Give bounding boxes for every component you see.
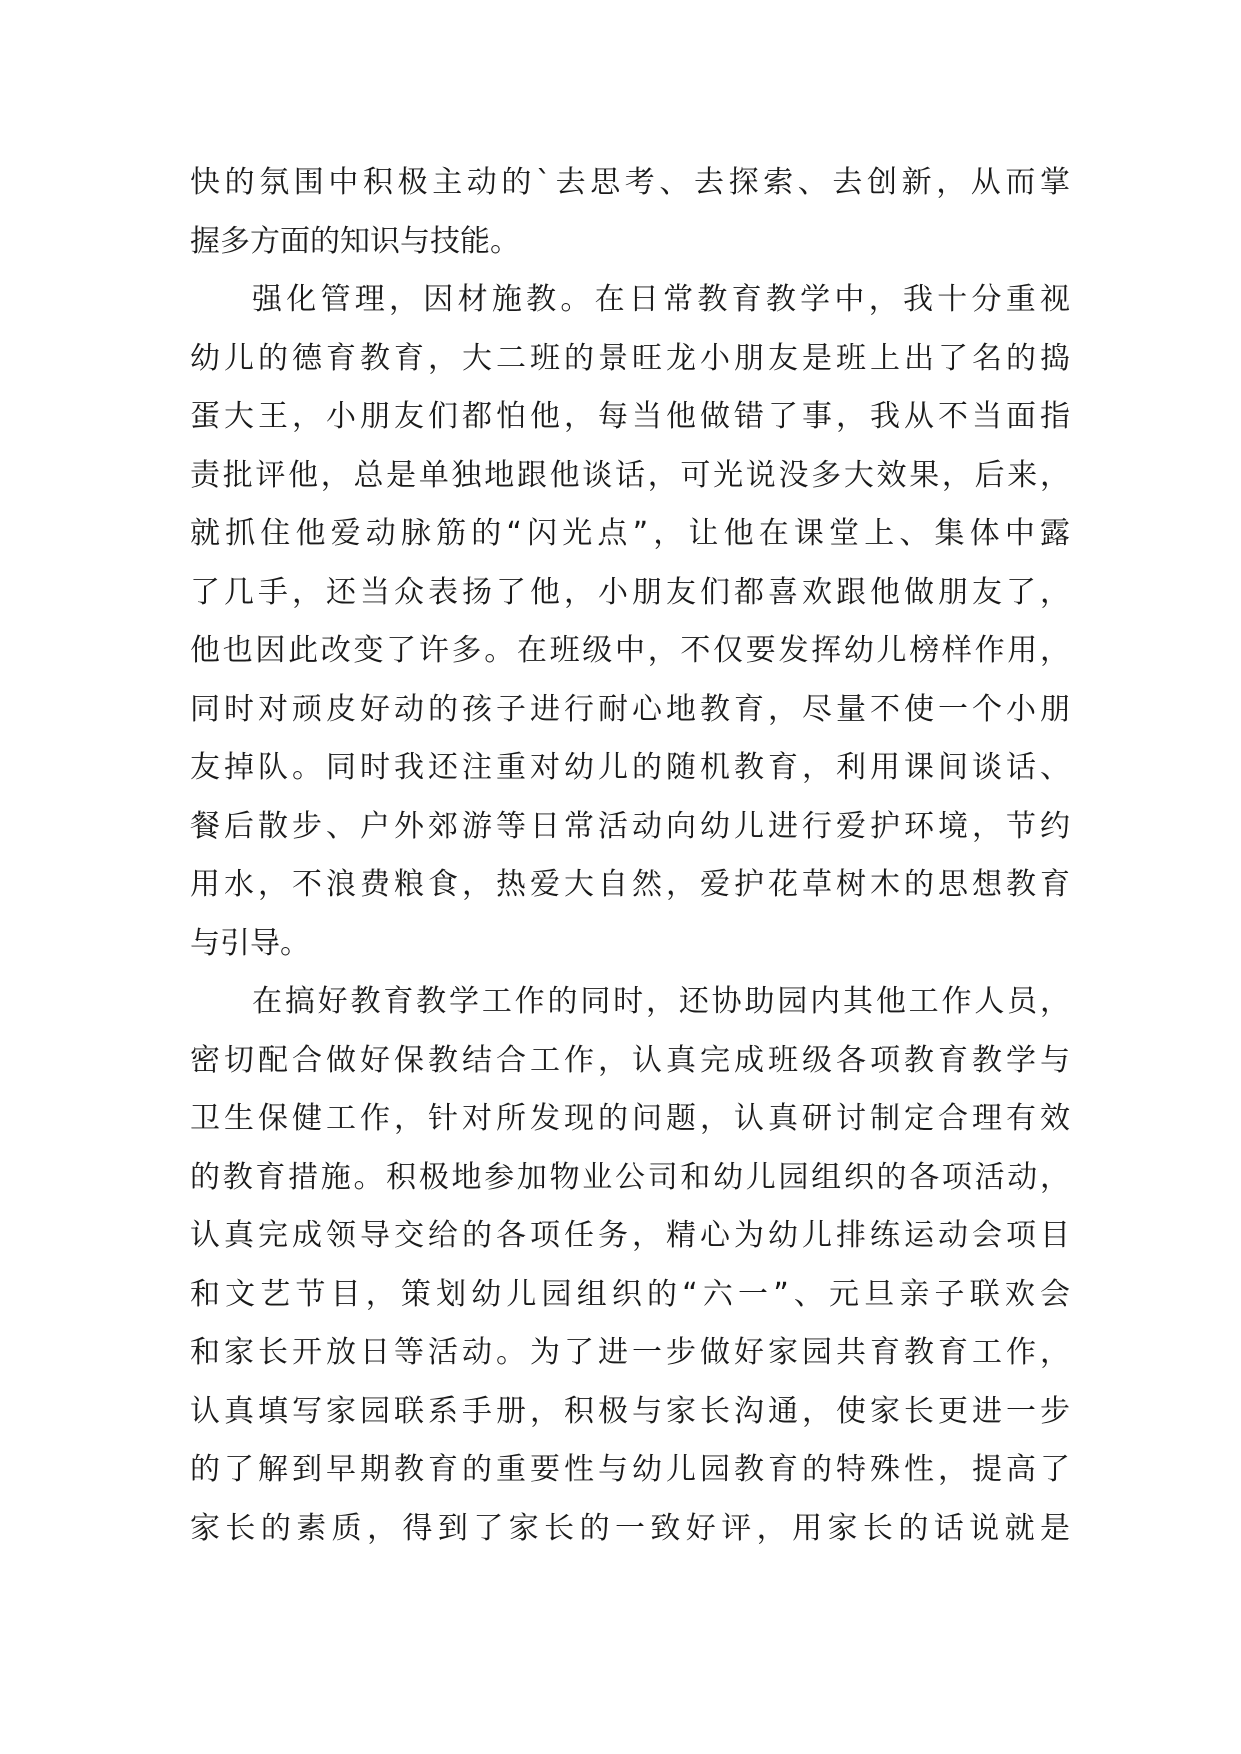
text-line: 密切配合做好保教结合工作，认真完成班级各项教育教学与 bbox=[190, 1042, 1070, 1078]
text-line: 友掉队。同时我还注重对幼儿的随机教育，利用课间谈话、 bbox=[190, 750, 1070, 785]
text-line: 家长的素质，得到了家长的一致好评，用家长的话说就是 bbox=[190, 1510, 1070, 1546]
paragraph-first-line: 强化管理，因材施教。在日常教育教学中，我十分重视 bbox=[252, 282, 1070, 317]
text-line: 认真填写家园联系手册，积极与家长沟通，使家长更进一步 bbox=[190, 1393, 1070, 1429]
text-line: 的了解到早期教育的重要性与幼儿园教育的特殊性，提高了 bbox=[190, 1452, 1070, 1487]
text-line: 握多方面的知识与技能。 bbox=[190, 223, 520, 259]
document-body bbox=[190, 154, 1070, 1558]
text-line: 的教育措施。积极地参加物业公司和幼儿园组织的各项活动， bbox=[190, 1159, 1070, 1195]
text-line: 了几手，还当众表扬了他，小朋友们都喜欢跟他做朋友了， bbox=[190, 574, 1070, 610]
text-line: 他也因此改变了许多。在班级中，不仅要发挥幼儿榜样作用， bbox=[190, 633, 1070, 668]
text-line: 就抓住他爱动脉筋的“闪光点”，让他在课堂上、集体中露 bbox=[190, 516, 1070, 551]
text-line: 餐后散步、户外郊游等日常活动向幼儿进行爱护环境，节约 bbox=[190, 808, 1070, 844]
text-line: 用水，不浪费粮食，热爱大自然，爱护花草树木的思想教育 bbox=[190, 867, 1070, 902]
text-line: 和家长开放日等活动。为了进一步做好家园共育教育工作， bbox=[190, 1335, 1070, 1370]
text-line: 和文艺节目，策划幼儿园组织的“六一”、元旦亲子联欢会 bbox=[190, 1276, 1070, 1312]
text-line: 责批评他，总是单独地跟他谈话，可光说没多大效果，后来， bbox=[190, 457, 1070, 493]
text-line: 快的氛围中积极主动的`去思考、去探索、去创新，从而掌 bbox=[190, 165, 1070, 200]
text-line: 与引导。 bbox=[190, 925, 310, 961]
text-line: 认真完成领导交给的各项任务，精心为幼儿排练运动会项目 bbox=[190, 1218, 1070, 1253]
text-line: 蛋大王，小朋友们都怕他，每当他做错了事，我从不当面指 bbox=[190, 399, 1070, 434]
paragraph-first-line: 在搞好教育教学工作的同时，还协助园内其他工作人员， bbox=[252, 984, 1070, 1019]
text-line: 幼儿的德育教育，大二班的景旺龙小朋友是班上出了名的捣 bbox=[190, 340, 1070, 376]
text-line: 卫生保健工作，针对所发现的问题，认真研讨制定合理有效 bbox=[190, 1101, 1070, 1136]
text-line: 同时对顽皮好动的孩子进行耐心地教育，尽量不使一个小朋 bbox=[190, 691, 1070, 727]
